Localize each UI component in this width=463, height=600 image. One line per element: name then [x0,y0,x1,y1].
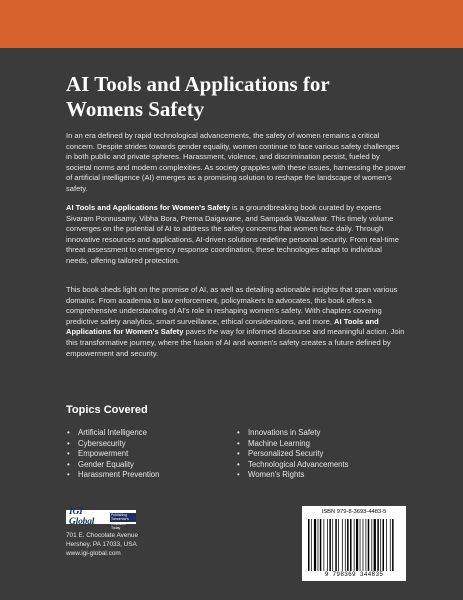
book-title [66,72,406,122]
address-website: www.igi-global.com [66,550,121,557]
topics-heading: Topics Covered [66,404,148,416]
publisher-address [66,531,138,558]
topics-list-right [236,428,349,481]
topic-item: • Technological Advancements [236,460,349,471]
topic-item: • Personalized Security [236,449,349,460]
barcode-icon [308,519,400,571]
barcode-number: 9 798369 344835 [324,571,384,578]
topic-item: • Women's Rights [236,470,349,481]
book-title-inline: AI Tools and Applications for Women's Safety [66,203,230,212]
description-paragraph-1: In an era defined by rapid technological advancements, the safety of women remains a critical concern. Despite strides towards gender equality, women continue to face various safety challenges in both public and private spheres. Harassment, violence, and discrimination persist, fueled by societal norms and modern complexities. As society grapples with these issues, harnessing the power of artificial intelligence (AI) emerges as a promising solution to reshape the landscape of women's safety. [66,131,406,193]
topic-item: • Artificial Intelligence [66,428,159,439]
paragraph-3-text-start: This book sheds light on the promise of AI, as well as detailing actionable insights that span various domains. From academia to law enforcement, policymakers to advocates, this book offers a comprehensive understanding of AI's role in reshaping women's safety. With chapters covering predictive safety analytics, smart surveillance, ethical considerations, and more, [66,285,398,326]
paragraph-2-text: is a groundbreaking book curated by experts Sivaram Ponnusamy, Vibha Bora, Prema Daigavane, and Sampada Wazalwar. This timely volume converges on the potential of AI to address the safety concerns that women face daily. Through innovative resources and applications, AI-driven solutions redefine personal security. From real-time threat assessment to emergency response coordination, these technologies adapt to individual needs, offering tailored protection. [66,203,399,265]
topics-list-left [66,428,159,481]
address-city: Hershey, PA 17033, USA [66,541,137,548]
publisher-logo [66,507,136,530]
topic-item: • Empowerment [66,449,159,460]
publisher-logo-text: IGI Global [69,507,95,527]
description-paragraph-2 [66,203,406,267]
title-line-1: AI Tools and Applications for [66,72,330,96]
top-accent-band [0,0,463,48]
topic-item: • Innovations in Safety [236,428,349,439]
topic-item: • Cybersecurity [66,439,159,450]
topic-item: • Gender Equality [66,460,159,471]
topic-item: • Machine Learning [236,439,349,450]
paragraph-3-text-end: paves the way for informed discourse and meaningful action. Join this transformative journey, where the fusion of AI and women's safety creates a future defined by empowerment and security. [66,327,405,358]
topic-item: • Harassment Prevention [66,470,159,481]
isbn-barcode [302,506,406,581]
isbn-label: ISBN 979-8-3693-4483-5 [321,509,387,515]
book-title-inline: AI Tools and Applications for Women's Safety [66,316,379,337]
address-street: 701 E. Chocolate Avenue [66,532,139,539]
title-line-2: Womens Safety [66,97,205,121]
publisher-tagline: Publishing Tomorrow's Research Today [110,513,136,522]
description-paragraph-3 [66,285,406,359]
